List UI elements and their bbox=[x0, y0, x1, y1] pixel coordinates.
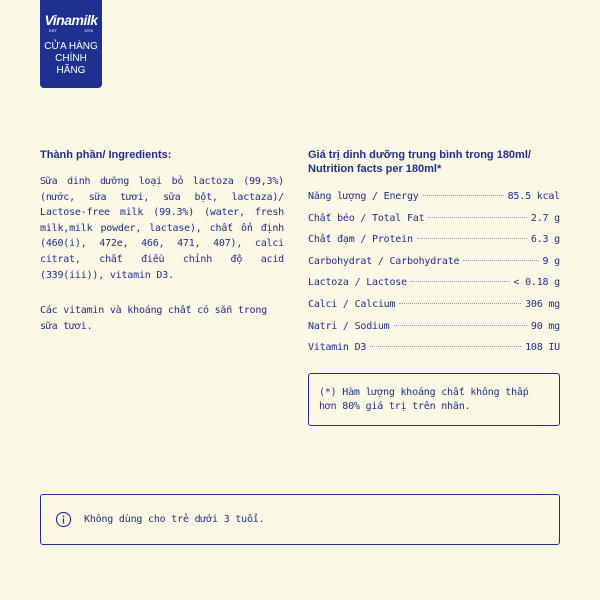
dotted-leader bbox=[428, 217, 526, 218]
warning-text: Không dùng cho trẻ dưới 3 tuổi. bbox=[84, 514, 265, 525]
dotted-leader bbox=[411, 281, 509, 282]
brand-est-year: 1976 bbox=[84, 28, 93, 33]
nutrition-row-lactose bbox=[308, 277, 560, 299]
nutrient-value: 9 g bbox=[542, 255, 560, 267]
nutrition-list bbox=[308, 191, 560, 364]
nutrient-value: < 0.18 g bbox=[513, 277, 560, 289]
nutrient-value: 6.3 g bbox=[530, 234, 560, 246]
dotted-leader bbox=[417, 238, 527, 239]
age-warning bbox=[40, 494, 560, 545]
dotted-leader bbox=[370, 346, 521, 347]
nutrient-label: Lactoza / Lactose bbox=[308, 277, 407, 289]
nutrient-label: Carbohydrat / Carbohydrate bbox=[308, 255, 460, 267]
dotted-leader bbox=[423, 195, 504, 196]
dotted-leader bbox=[394, 325, 527, 326]
nutrient-label: Natri / Sodium bbox=[308, 320, 390, 332]
brand-tagline-line2: CHÍNH HÃNG bbox=[55, 53, 87, 76]
vitamin-note: Các vitamin và khoáng chất có sẵn trong sữa tươi. bbox=[40, 305, 267, 332]
nutrient-value: 306 mg bbox=[525, 298, 560, 310]
mineral-footnote bbox=[308, 373, 560, 426]
nutrition-row-fat bbox=[308, 213, 560, 235]
nutrient-label: Năng lượng / Energy bbox=[308, 191, 419, 202]
nutrition-row-calcium bbox=[308, 299, 560, 321]
ingredients-text: Sữa dinh dưỡng loại bỏ lactoza (99,3%) (nước, sữa tươi, sữa bột, lactaza)/ Lactose-free milk (99.3%) (water, fresh milk,milk powder, lactase), chất ổn định (460(i), 472e, 466, 471, 407), calci citrat, chất điều chỉnh độ acid (339(iii)), vitamin D3. bbox=[40, 176, 284, 281]
brand-badge bbox=[40, 0, 102, 88]
nutrient-label: Chất đạm / Protein bbox=[308, 234, 413, 246]
brand-tagline bbox=[40, 41, 102, 77]
nutrition-title: Giá trị dinh dưỡng trung bình trong 180ml/ Nutrition facts per 180ml* bbox=[308, 149, 531, 175]
nutrient-value: 108 IU bbox=[525, 342, 560, 354]
nutrient-value: 90 mg bbox=[530, 320, 560, 332]
nutrient-label: Chất béo / Total Fat bbox=[308, 212, 425, 224]
nutrition-row-vitamin-d3 bbox=[308, 342, 560, 364]
nutrition-row-energy bbox=[308, 191, 560, 213]
nutrition-row-sodium bbox=[308, 321, 560, 343]
footnote-text: (*) Hàm lượng khoáng chất không thấp hơn 80% giá trị trên nhãn. bbox=[319, 387, 529, 412]
brand-est-label: EST bbox=[49, 28, 57, 33]
nutrition-row-carbohydrate bbox=[308, 256, 560, 278]
brand-tagline-line1: CỬA HÀNG bbox=[44, 41, 98, 52]
ingredients-title: Thành phần/ Ingredients: bbox=[40, 149, 172, 161]
info-icon bbox=[55, 511, 72, 528]
brand-logo: Vinamilk bbox=[44, 12, 98, 28]
nutrient-value: 2.7 g bbox=[530, 212, 560, 224]
dotted-leader bbox=[399, 303, 521, 304]
nutrition-row-protein bbox=[308, 234, 560, 256]
nutrient-label: Vitamin D3 bbox=[308, 342, 367, 354]
nutrient-label: Calci / Calcium bbox=[308, 298, 396, 310]
nutrient-value: 85.5 kcal bbox=[507, 191, 560, 202]
dotted-leader bbox=[463, 260, 538, 261]
